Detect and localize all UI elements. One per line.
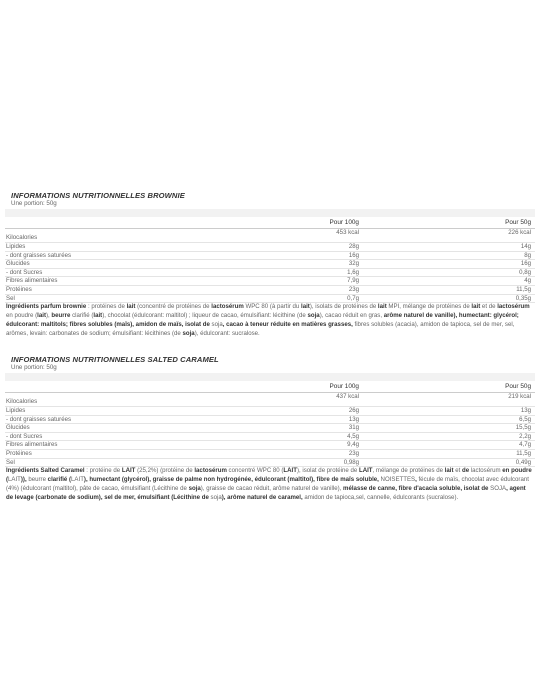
allergen-term: lait xyxy=(377,303,387,311)
table-row xyxy=(5,268,535,277)
allergen-term: lait xyxy=(444,467,454,475)
row-label: - dont Sucres xyxy=(5,432,254,441)
table-row xyxy=(5,260,535,269)
table-row xyxy=(5,441,535,450)
table-row xyxy=(5,251,535,260)
table-row xyxy=(5,407,535,416)
allergen-term: lait xyxy=(93,312,103,320)
portion-size: Une portion: 50g xyxy=(11,364,57,371)
per-50g-header: Pour 50g xyxy=(363,217,535,229)
header-band xyxy=(5,373,535,381)
value-100g: 28g xyxy=(254,243,363,252)
table-row xyxy=(5,458,535,467)
value-50g: 15,5g xyxy=(363,424,535,433)
value-50g: 219 kcal xyxy=(363,393,535,407)
allergen-term: en poudre ( xyxy=(6,467,532,484)
value-100g: 23g xyxy=(254,449,363,458)
value-50g: 226 kcal xyxy=(363,229,535,243)
allergen-term: ), arôme naturel de caramel, xyxy=(221,493,303,501)
allergen-term: LAIT xyxy=(358,467,373,475)
per-100g-header: Pour 100g xyxy=(254,381,363,393)
nutrition-table xyxy=(5,381,535,467)
value-100g: 7,9g xyxy=(254,277,363,286)
value-50g: 8g xyxy=(363,251,535,260)
ingredients-text xyxy=(5,467,534,503)
allergen-term: soja xyxy=(307,312,320,320)
ingredient-text: lactosérum xyxy=(470,467,501,475)
table-header-row xyxy=(5,381,535,393)
allergen-term: lactosérum xyxy=(497,303,530,311)
value-50g: 11,5g xyxy=(363,285,535,294)
value-50g: 0,49g xyxy=(363,458,535,467)
table-row xyxy=(5,229,535,243)
allergen-term: beurre xyxy=(51,312,71,320)
ingredient-text: ), isolats de protéines de xyxy=(309,303,378,311)
ingredients-list xyxy=(6,467,532,501)
value-100g: 31g xyxy=(254,424,363,433)
value-50g: 4g xyxy=(363,277,535,286)
ingredient-text: clarifié ( xyxy=(70,312,94,320)
table-row xyxy=(5,285,535,294)
value-100g: 437 kcal xyxy=(254,393,363,407)
portion-size: Une portion: 50g xyxy=(11,200,57,207)
label-column-header xyxy=(5,381,254,393)
value-100g: 23g xyxy=(254,285,363,294)
ingredient-text: LAIT xyxy=(8,476,21,484)
value-50g: 13g xyxy=(363,407,535,416)
allergen-term: lait xyxy=(301,303,310,311)
ingredients-label: Ingrédients parfum brownie xyxy=(6,303,87,311)
row-label: Protéines xyxy=(5,449,254,458)
value-50g: 0,8g xyxy=(363,268,535,277)
brownie-nutrition-section xyxy=(5,191,535,339)
ingredient-text: en poudre ( xyxy=(6,312,38,320)
salted-caramel-nutrition-section xyxy=(5,355,535,503)
ingredient-text: ), édulcorant: sucralose. xyxy=(194,329,260,337)
value-100g: 4,5g xyxy=(254,432,363,441)
row-label: - dont Sucres xyxy=(5,268,254,277)
ingredient-text: ), cacao réduit en gras, xyxy=(319,312,383,320)
table-row xyxy=(5,294,535,303)
per-100g-header: Pour 100g xyxy=(254,217,363,229)
row-label: Fibres alimentaires xyxy=(5,441,254,450)
ingredient-text: ), isolat de protéine de xyxy=(296,467,359,475)
ingredient-text: , mélange de protéines de xyxy=(372,467,445,475)
row-label: Glucides xyxy=(5,424,254,433)
allergen-term: lactosérum xyxy=(194,467,227,475)
value-100g: 16g xyxy=(254,251,363,260)
label-column-header xyxy=(5,217,254,229)
row-label: Protéines xyxy=(5,285,254,294)
row-label: Lipides xyxy=(5,243,254,252)
value-100g: 453 kcal xyxy=(254,229,363,243)
value-100g: 1,6g xyxy=(254,268,363,277)
ingredient-text: soja xyxy=(210,493,222,501)
value-100g: 32g xyxy=(254,260,363,269)
ingredient-text: beurre xyxy=(28,476,46,484)
ingredient-text: SOJA xyxy=(490,484,507,492)
ingredient-text: fibres solubles (acacia), amidon de tapioca, sel de mer, sel, arômes, levain: carbonates de sodium; émulsifiant: lécithines (de xyxy=(6,320,515,337)
ingredient-text: amidon de tapioca,sel, cannelle, édulcorants (sucralose). xyxy=(302,493,459,501)
value-100g: 26g xyxy=(254,407,363,416)
table-row xyxy=(5,277,535,286)
ingredient-text: (concentré de protéines de xyxy=(135,303,212,311)
allergen-term: arôme naturel de vanille), humectant: glycérol; édulcorant: maltitols; fibres solubles (maïs), amidon de maïs, isolat de xyxy=(6,312,519,328)
value-50g: 14g xyxy=(363,243,535,252)
value-50g: 11,5g xyxy=(363,449,535,458)
row-label: Fibres alimentaires xyxy=(5,277,254,286)
row-label: Sel xyxy=(5,294,254,303)
table-row xyxy=(5,424,535,433)
ingredient-text: : protéines de xyxy=(86,303,127,311)
value-100g: 0,7g xyxy=(254,294,363,303)
value-100g: 13g xyxy=(254,415,363,424)
allergen-term: soja xyxy=(188,484,201,492)
value-100g: 9,4g xyxy=(254,441,363,450)
ingredient-text: NOISETTES xyxy=(380,476,416,484)
value-50g: 6,5g xyxy=(363,415,535,424)
table-row xyxy=(5,393,535,407)
allergen-term: , agent de levage (carbonate de sodium), sel de mer, émulsifiant (Lécithine de xyxy=(6,484,526,501)
value-50g: 16g xyxy=(363,260,535,269)
ingredient-text: ), chocolat (édulcorant: maltitol) ; liqueur de cacao, émulsifiant: lécithine (de xyxy=(102,312,308,320)
per-50g-header: Pour 50g xyxy=(363,381,535,393)
allergen-term: lait xyxy=(126,303,136,311)
ingredient-text: WPC 80 (à partir du xyxy=(243,303,302,311)
allergen-term: )), xyxy=(20,476,29,484)
ingredient-text: MPI, mélange de protéines de xyxy=(386,303,472,311)
table-row xyxy=(5,449,535,458)
table-row xyxy=(5,243,535,252)
allergen-term: lactosérum xyxy=(211,303,244,311)
row-label: - dont graisses saturées xyxy=(5,251,254,260)
table-row xyxy=(5,432,535,441)
value-100g: 0,98g xyxy=(254,458,363,467)
nutrition-table xyxy=(5,217,535,303)
row-label: Kilocalories xyxy=(5,393,254,407)
allergen-term: , cacao à teneur réduite en matières grasses, xyxy=(222,320,353,328)
ingredient-text: concentré WPC 80 ( xyxy=(226,467,284,475)
row-label: Sel xyxy=(5,458,254,467)
header-band xyxy=(5,209,535,217)
section-title: INFORMATIONS NUTRITIONNELLES BROWNIE xyxy=(11,191,185,200)
row-label: - dont graisses saturées xyxy=(5,415,254,424)
row-label: Lipides xyxy=(5,407,254,416)
allergen-term: lait xyxy=(471,303,481,311)
row-label: Glucides xyxy=(5,260,254,269)
allergen-term: ), humectant (glycérol), graisse de palme non hydrogénée, édulcorant (maltitol), fibre de maïs soluble, xyxy=(83,476,381,484)
allergen-term: soja xyxy=(182,329,195,337)
ingredient-text: soja xyxy=(211,320,223,328)
row-label: Kilocalories xyxy=(5,229,254,243)
ingredient-text: : protéine de xyxy=(84,467,122,475)
section-title: INFORMATIONS NUTRITIONNELLES SALTED CARAMEL xyxy=(11,355,219,364)
ingredient-text: ), xyxy=(45,312,52,320)
allergen-term: lait xyxy=(37,312,46,320)
allergen-term: de xyxy=(460,467,471,475)
allergen-term: , xyxy=(415,476,417,484)
ingredient-text: et de xyxy=(480,303,498,311)
ingredient-text: fécule de maïs, chocolat avec édulcorant (4%) (édulcorant (maltitol), pâte de cacao, émulsifiant (Lécithine de xyxy=(6,476,529,492)
value-50g: 0,35g xyxy=(363,294,535,303)
allergen-term: LAIT xyxy=(283,467,297,475)
ingredients-text xyxy=(5,303,534,339)
allergen-term: LAIT xyxy=(121,467,136,475)
table-row xyxy=(5,415,535,424)
ingredient-text: et xyxy=(453,467,461,475)
ingredient-text: (25,2%) (protéine de xyxy=(135,467,195,475)
allergen-term: mélasse de canne, fibre d'acacia soluble, isolat de xyxy=(341,484,491,492)
ingredients-label: Ingrédients Salted Caramel xyxy=(6,467,85,475)
ingredient-text: LAIT xyxy=(71,476,84,484)
allergen-term: clarifié ( xyxy=(45,476,72,484)
ingredient-text: ), graisse de cacao réduit, arôme naturel de vanille), xyxy=(200,484,342,492)
table-header-row xyxy=(5,217,535,229)
value-50g: 2,2g xyxy=(363,432,535,441)
value-50g: 4,7g xyxy=(363,441,535,450)
